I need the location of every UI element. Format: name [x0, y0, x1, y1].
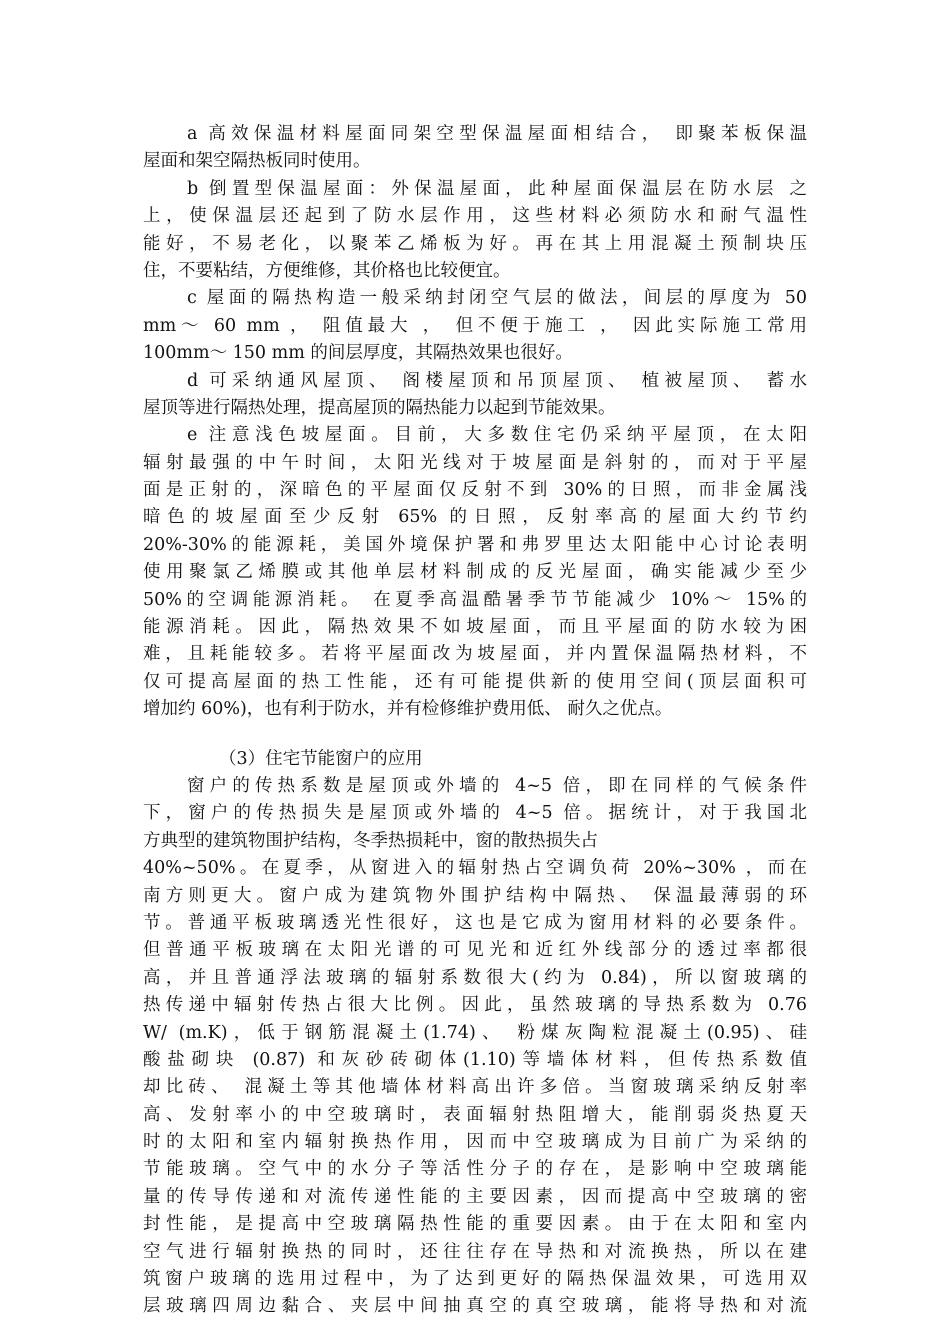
text-line: 暗色的坡屋面至少反射 65% 的日照，反射率高的屋面大约节约 — [143, 507, 807, 528]
text-line: 节。普通平板玻璃透光性很好，这也是它成为窗用材料的必要条件。 — [143, 912, 807, 933]
text-line: 面是正射的，深暗色的平屋面仅反射不到 30%的日照，而非金属浅 — [143, 480, 807, 501]
paragraph-roof-b — [143, 176, 807, 286]
text-line: 住，不要粘结，方便维修，其价格也比较便宜。 — [143, 260, 511, 281]
section-gap — [143, 724, 807, 746]
text-line: 下，窗户的传热损失是屋顶或外墙的 4~5 倍。据统计，对于我国北 — [143, 803, 807, 824]
text-line: 100mm～ 150 mm 的间层厚度，其隔热效果也很好。 — [143, 343, 573, 364]
text-line: mm～ 60 mm ， 阻值最大 ， 但不便于施工 ， 因此实际施工常用 — [143, 315, 807, 336]
text-line: 筑窗户玻璃的选用过程中，为了达到更好的隔热保温效果，可选用双 — [143, 1269, 807, 1290]
text-line: 却比砖、 混凝土等其他墙体材料高出许多倍。当窗玻璃采纳反射率 — [143, 1077, 807, 1098]
text-line: 仅可提高屋面的热工性能，还有可能提供新的使用空间(顶层面积可 — [143, 671, 807, 692]
section-heading: （3）住宅节能窗户的应用 — [219, 748, 423, 769]
text-line: 方典型的建筑物围护结构，冬季热损耗中，窗的散热损失占 — [143, 830, 598, 851]
text-line: 酸盐砌块 (0.87) 和灰砂砖砌体(1.10)等墙体材料，但传热系数值 — [143, 1049, 807, 1070]
text-line: 使用聚氯乙烯膜或其他单层材料制成的反光屋面，确实能减少至少 — [143, 562, 807, 583]
paragraph-window — [143, 773, 807, 1321]
text-line: 50%的空调能源消耗。 在夏季高温酷暑季节节能减少 10%～ 15%的 — [143, 589, 807, 610]
text-line: 热传递中辐射传热占很大比例。因此，虽然玻璃的导热系数为 0.76 — [143, 995, 807, 1016]
text-line: 封性能，是提高中空玻璃隔热性能的重要因素。由于在太阳和室内 — [143, 1214, 807, 1235]
paragraph-roof-e — [143, 422, 807, 723]
text-line: 能源消耗。因此，隔热效果不如坡屋面，而且平屋面的防水较为困 — [143, 617, 807, 638]
text-line: 量的传导传递和对流传递性能的主要因素，因而提高中空玻璃的密 — [143, 1186, 807, 1207]
text-line: 增加约 60%)，也有利于防水，并有检修维护费用低、 耐久之优点。 — [143, 699, 673, 720]
text-line: 辐射最强的中午时间，太阳光线对于坡屋面是斜射的，而对于平屋 — [143, 452, 807, 473]
text-line: a 高效保温材料屋面同架空型保温屋面相结合， 即聚苯板保温 — [187, 124, 807, 144]
text-line: 但普通平板玻璃在太阳光谱的可见光和近红外线部分的透过率都很 — [143, 940, 807, 961]
text-line: 屋面和架空隔热板同时使用。 — [143, 151, 371, 172]
text-line: 南方则更大。窗户成为建筑物外围护结构中隔热、 保温最薄弱的环 — [143, 885, 807, 906]
text-line: c 屋面的隔热构造一般采纳封闭空气层的做法，间层的厚度为 50 — [187, 288, 807, 309]
text-line: 层玻璃四周边黏合、夹层中间抽真空的真空玻璃，能将导热和对流 — [143, 1296, 807, 1317]
document-page — [143, 121, 807, 1321]
text-line: 时的太阳和室内辐射换热作用，因而中空玻璃成为目前广为采纳的 — [143, 1132, 807, 1153]
text-line: 节能玻璃。空气中的水分子等活性分子的存在，是影响中空玻璃能 — [143, 1159, 807, 1180]
text-line: 高、发射率小的中空玻璃时，表面辐射热阻增大，能削弱炎热夏天 — [143, 1104, 807, 1125]
text-line: 20%-30%的能源耗，美国外境保护署和弗罗里达太阳能中心讨论表明 — [143, 534, 807, 555]
text-line: 上，使保温层还起到了防水层作用，这些材料必须防水和耐气温性 — [143, 206, 807, 227]
text-line: W/ (m.K)，低于钢筋混凝土(1.74)、 粉煤灰陶粒混凝土(0.95)、硅 — [143, 1022, 807, 1043]
text-line: 空气进行辐射换热的同时，还往往存在导热和对流换热，所以在建 — [143, 1241, 807, 1262]
text-line: 窗户的传热系数是屋顶或外墙的 4~5 倍，即在同样的气候条件 — [187, 775, 807, 796]
text-line: 40%~50%。在夏季，从窗进入的辐射热占空调负荷 20%~30% ，而在 — [143, 858, 807, 879]
text-line: e 注意浅色坡屋面。目前，大多数住宅仍采纳平屋顶，在太阳 — [187, 425, 807, 446]
paragraph-roof-d — [143, 368, 807, 423]
text-line: 屋顶等进行隔热处理，提高屋顶的隔热能力以起到节能效果。 — [143, 397, 616, 418]
text-line: d 可采纳通风屋顶、 阁楼屋顶和吊顶屋顶、 植被屋顶、 蓄水 — [187, 370, 807, 391]
text-line: 高，并且普通浮法玻璃的辐射系数很大(约为 0.84)，所以窗玻璃的 — [143, 967, 807, 988]
text-line: 能好，不易老化，以聚苯乙烯板为好。再在其上用混凝土预制块压 — [143, 233, 807, 254]
text-line: b 倒置型保温屋面：外保温屋面，此种屋面保温层在防水层 之 — [187, 178, 807, 199]
paragraph-roof-a — [143, 121, 807, 176]
paragraph-roof-c — [143, 285, 807, 367]
text-line: 难，且耗能较多。若将平屋面改为坡屋面，并内置保温隔热材料，不 — [143, 644, 807, 665]
